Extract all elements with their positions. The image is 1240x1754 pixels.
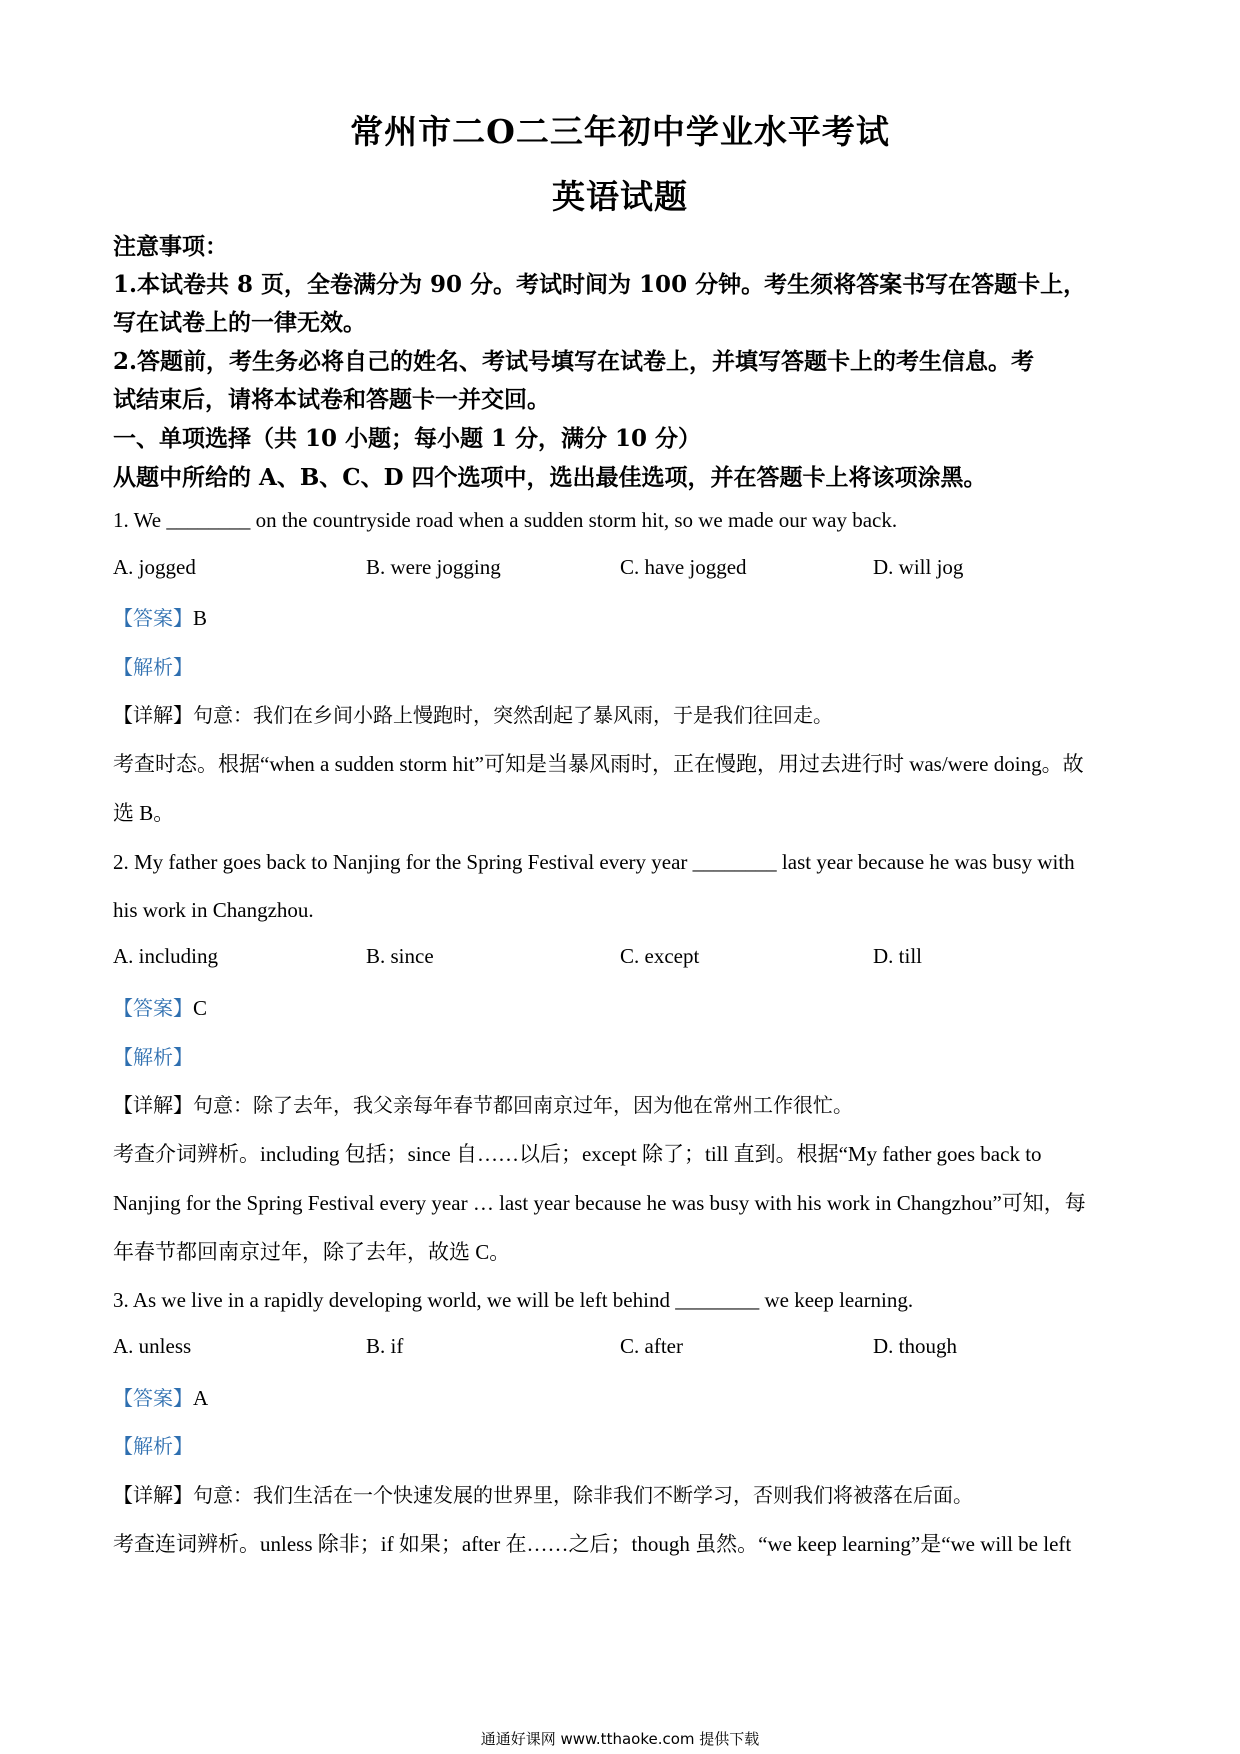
question-2-explain-end: 年春节都回南京过年，除了去年，故选 C。 [113, 1240, 511, 1264]
analysis-label: 【解析】 [113, 655, 193, 679]
notice-item-2: 2.答题前，考生务必将自己的姓名、考试号填写在试卷上，并填写答题卡上的考生信息。考 [113, 348, 1035, 375]
answer-value: C [193, 996, 208, 1020]
question-1-option-a: A. jogged [113, 555, 196, 579]
detail-label: 【详解】 [113, 1483, 193, 1507]
notice-item-2-cont: 试结束后，请将本试卷和答题卡一并交回。 [113, 386, 550, 413]
detail-label: 【详解】 [113, 703, 193, 727]
analysis-label: 【解析】 [113, 1434, 193, 1458]
question-1-option-d: D. will jog [873, 555, 964, 579]
detail-label: 【详解】 [113, 1093, 193, 1117]
notice-heading: 注意事项： [113, 233, 228, 260]
footer-credit: 通通好课网 www.tthaoke.com 提供下载 [480, 1730, 760, 1748]
notice-item-1-cont: 写在试卷上的一律无效。 [113, 309, 366, 336]
question-2-explain-cont: Nanjing for the Spring Festival every year … last year because he was busy with his work in Changzhou”可知，每 [113, 1191, 1086, 1215]
detail-text: 句意：我们在乡间小路上慢跑时，突然刮起了暴风雨，于是我们往回走。 [193, 703, 833, 727]
question-1-detail [113, 700, 1133, 730]
question-2-option-c: C. except [620, 944, 700, 968]
answer-label: 【答案】 [113, 996, 193, 1020]
question-2-analysis [113, 1042, 1133, 1072]
detail-text: 句意：我们生活在一个快速发展的世界里，除非我们不断学习，否则我们将被落在后面。 [193, 1483, 973, 1507]
section-heading: 一、单项选择（共 10 小题；每小题 1 分，满分 10 分） [113, 425, 702, 452]
question-3-stem: 3. As we live in a rapidly developing world, we will be left behind ________ we keep learning. [113, 1288, 914, 1312]
question-2-stem: 2. My father goes back to Nanjing for the Spring Festival every year ________ last year because he was busy with [113, 850, 1075, 874]
question-2-option-a: A. including [113, 944, 218, 968]
question-2-stem-cont: his work in Changzhou. [113, 898, 314, 922]
section-instruction: 从题中所给的 A、B、C、D 四个选项中，选出最佳选项，并在答题卡上将该项涂黑。 [113, 464, 987, 491]
question-3-option-d: D. though [873, 1334, 957, 1358]
answer-label: 【答案】 [113, 606, 193, 630]
question-1-explain: 考查时态。根据“when a sudden storm hit”可知是当暴风雨时，正在慢跑，用过去进行时 was/were doing。故 [113, 752, 1084, 776]
question-1-explain-cont: 选 B。 [113, 801, 175, 825]
question-2-answer [113, 993, 1133, 1023]
answer-label: 【答案】 [113, 1386, 193, 1410]
answer-value: A [193, 1386, 209, 1410]
question-3-answer [113, 1383, 1133, 1413]
question-1-analysis [113, 652, 1133, 682]
question-1-option-c: C. have jogged [620, 555, 747, 579]
page-subtitle: 英语试题 [552, 177, 688, 216]
notice-item-1: 1.本试卷共 8 页，全卷满分为 90 分。考试时间为 100 分钟。考生须将答案书写在答题卡上， [113, 271, 1087, 298]
question-1-stem: 1. We ________ on the countryside road when a sudden storm hit, so we made our way back. [113, 508, 898, 532]
question-1-answer [113, 603, 1133, 633]
question-3-option-a: A. unless [113, 1334, 192, 1358]
analysis-label: 【解析】 [113, 1045, 193, 1069]
question-3-analysis [113, 1431, 1133, 1461]
answer-value: B [193, 606, 208, 630]
question-3-explain: 考查连词辨析。unless 除非；if 如果；after 在……之后；though 虽然。“we keep learning”是“we will be left [113, 1532, 1072, 1556]
question-3-option-c: C. after [620, 1334, 683, 1358]
question-2-option-d: D. till [873, 944, 923, 968]
question-3-detail [113, 1480, 1133, 1510]
detail-text: 句意：除了去年，我父亲每年春节都回南京过年，因为他在常州工作很忙。 [193, 1093, 853, 1117]
question-2-detail [113, 1090, 1133, 1120]
question-3-option-b: B. if [366, 1334, 404, 1358]
question-2-explain: 考查介词辨析。including 包括；since 自……以后；except 除了；till 直到。根据“My father goes back to [113, 1142, 1042, 1166]
page-title: 常州市二O二三年初中学业水平考试 [350, 112, 890, 151]
question-1-option-b: B. were jogging [366, 555, 501, 579]
question-2-option-b: B. since [366, 944, 434, 968]
